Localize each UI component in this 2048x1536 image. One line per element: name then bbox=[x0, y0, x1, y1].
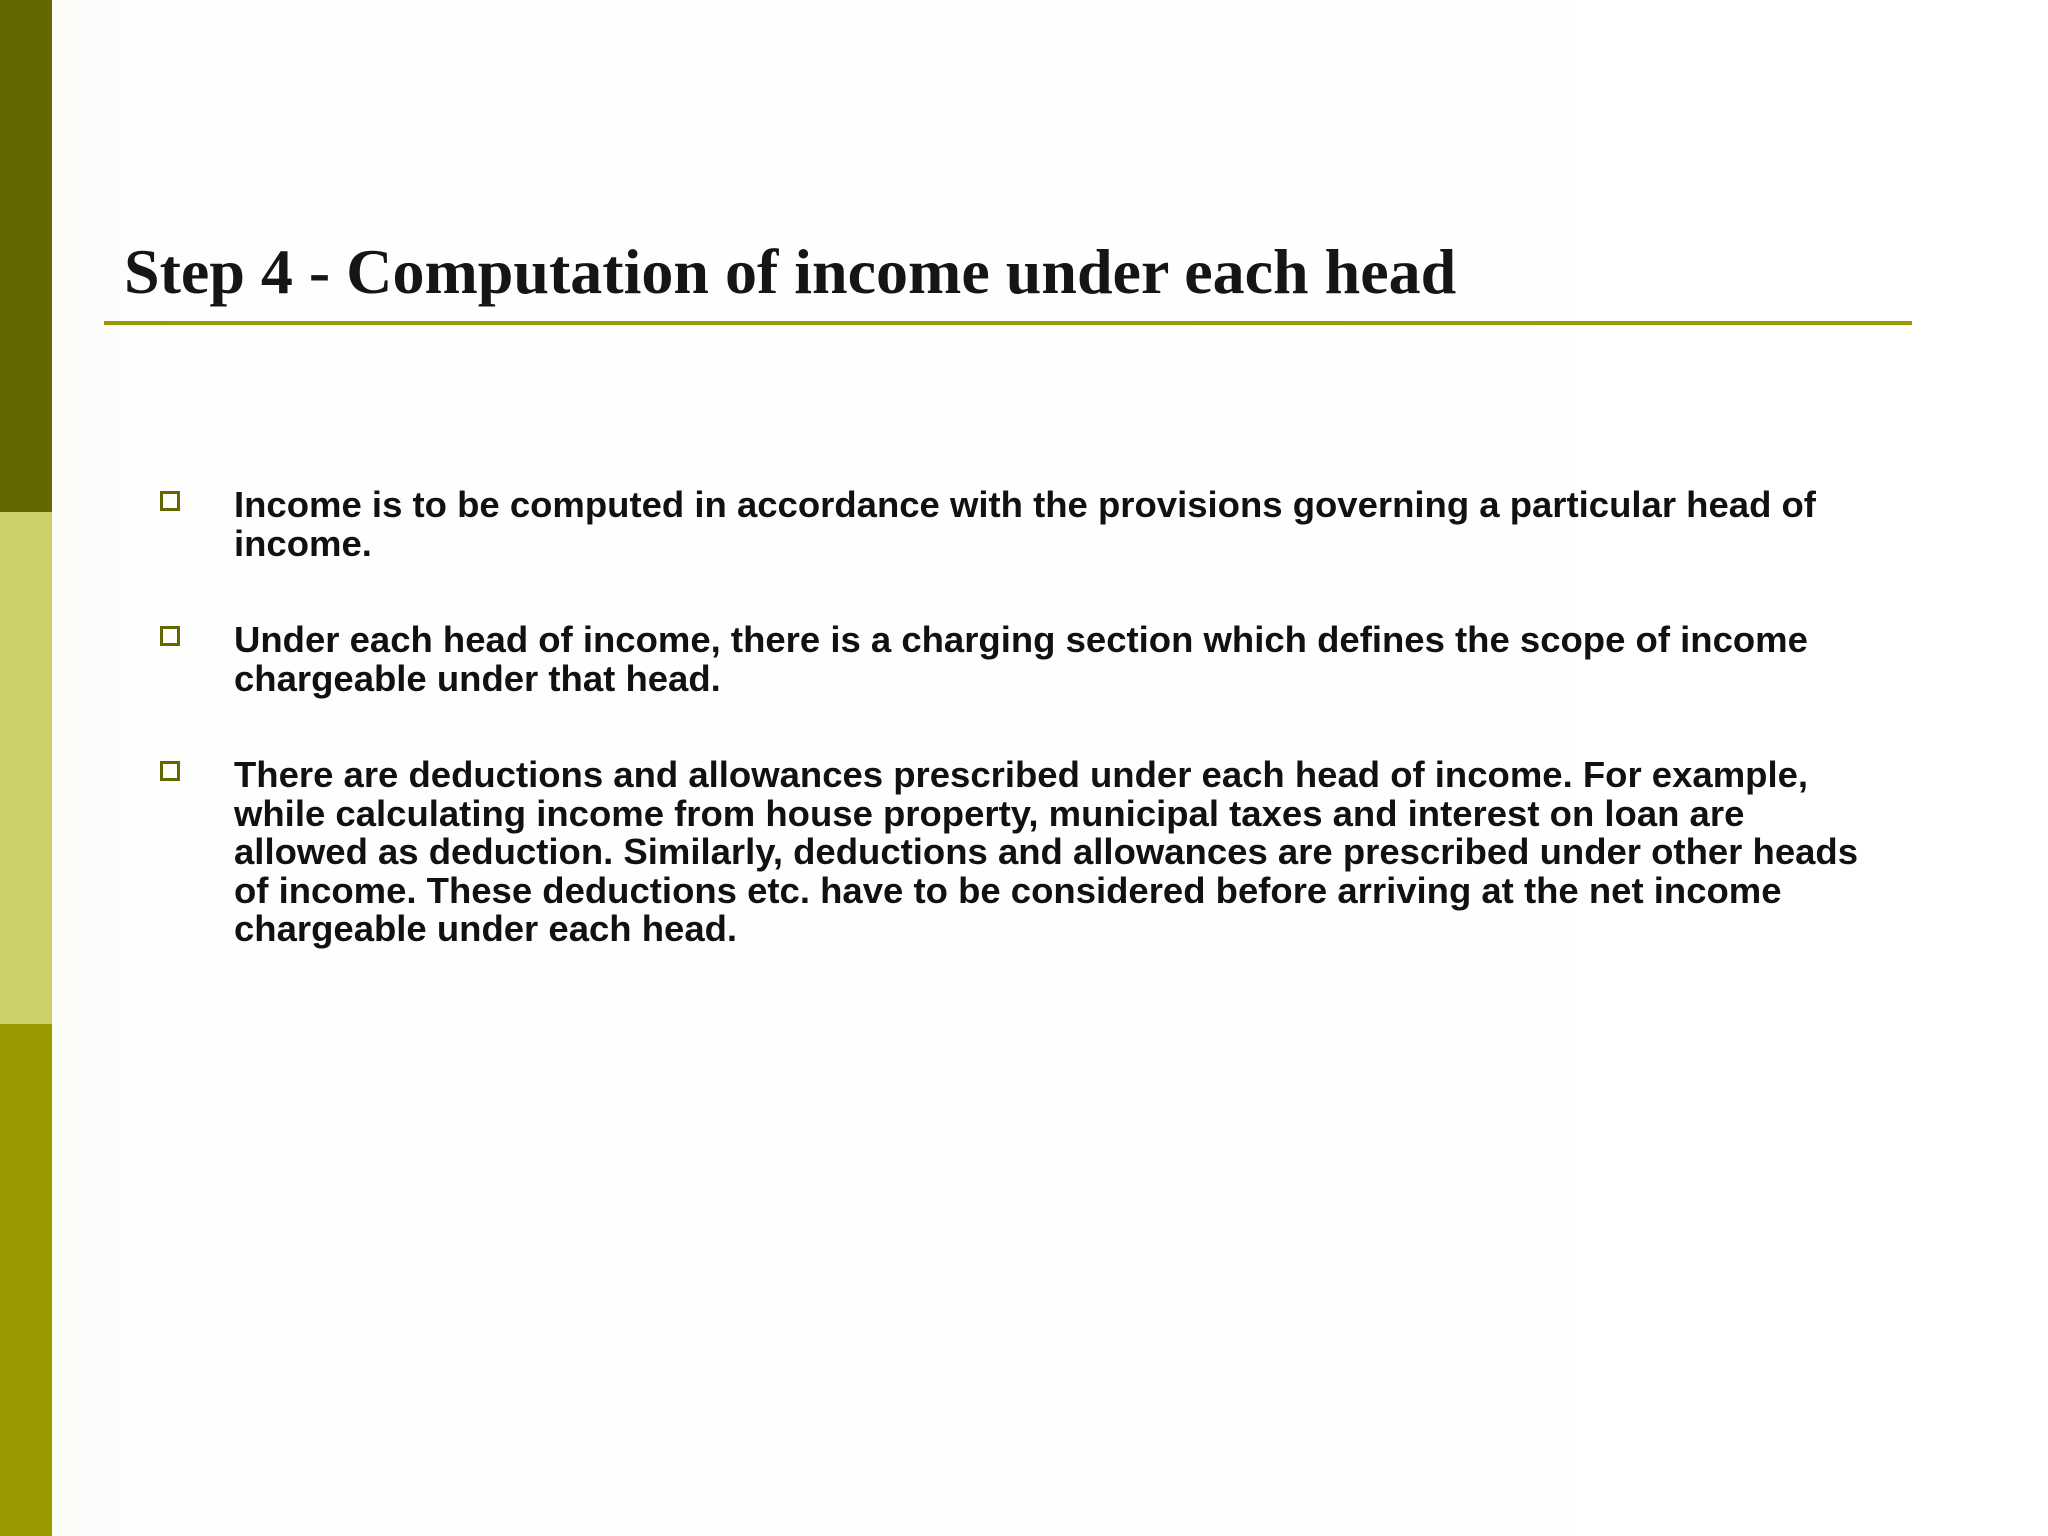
hollow-square-bullet-icon bbox=[160, 626, 180, 646]
slide-title: Step 4 - Computation of income under each head bbox=[124, 236, 1457, 307]
bullet-list bbox=[160, 486, 1880, 1007]
bullet-item bbox=[160, 756, 1880, 949]
side-bar-segment-middle bbox=[0, 512, 52, 1024]
bullet-text: There are deductions and allowances prescribed under each head of income. For example, while calculating income from house property, municipal taxes and interest on loan are allowed as deduction. Similarly, deductions and allowances are prescribed under other heads of income. These deductions etc. have to be considered before arriving at the net income chargeable under each head. bbox=[234, 754, 1859, 949]
hollow-square-bullet-icon bbox=[160, 761, 180, 781]
side-bar-segment-top bbox=[0, 0, 52, 512]
title-underline bbox=[104, 321, 1912, 325]
side-accent-bar bbox=[0, 0, 52, 1536]
bullet-text: Under each head of income, there is a charging section which defines the scope of income chargeable under that head. bbox=[234, 619, 1808, 699]
bullet-item bbox=[160, 486, 1880, 563]
bullet-text: Income is to be computed in accordance with the provisions governing a particular head of income. bbox=[234, 484, 1816, 564]
bullet-item bbox=[160, 621, 1880, 698]
hollow-square-bullet-icon bbox=[160, 491, 180, 511]
side-bar-segment-bottom bbox=[0, 1024, 52, 1536]
